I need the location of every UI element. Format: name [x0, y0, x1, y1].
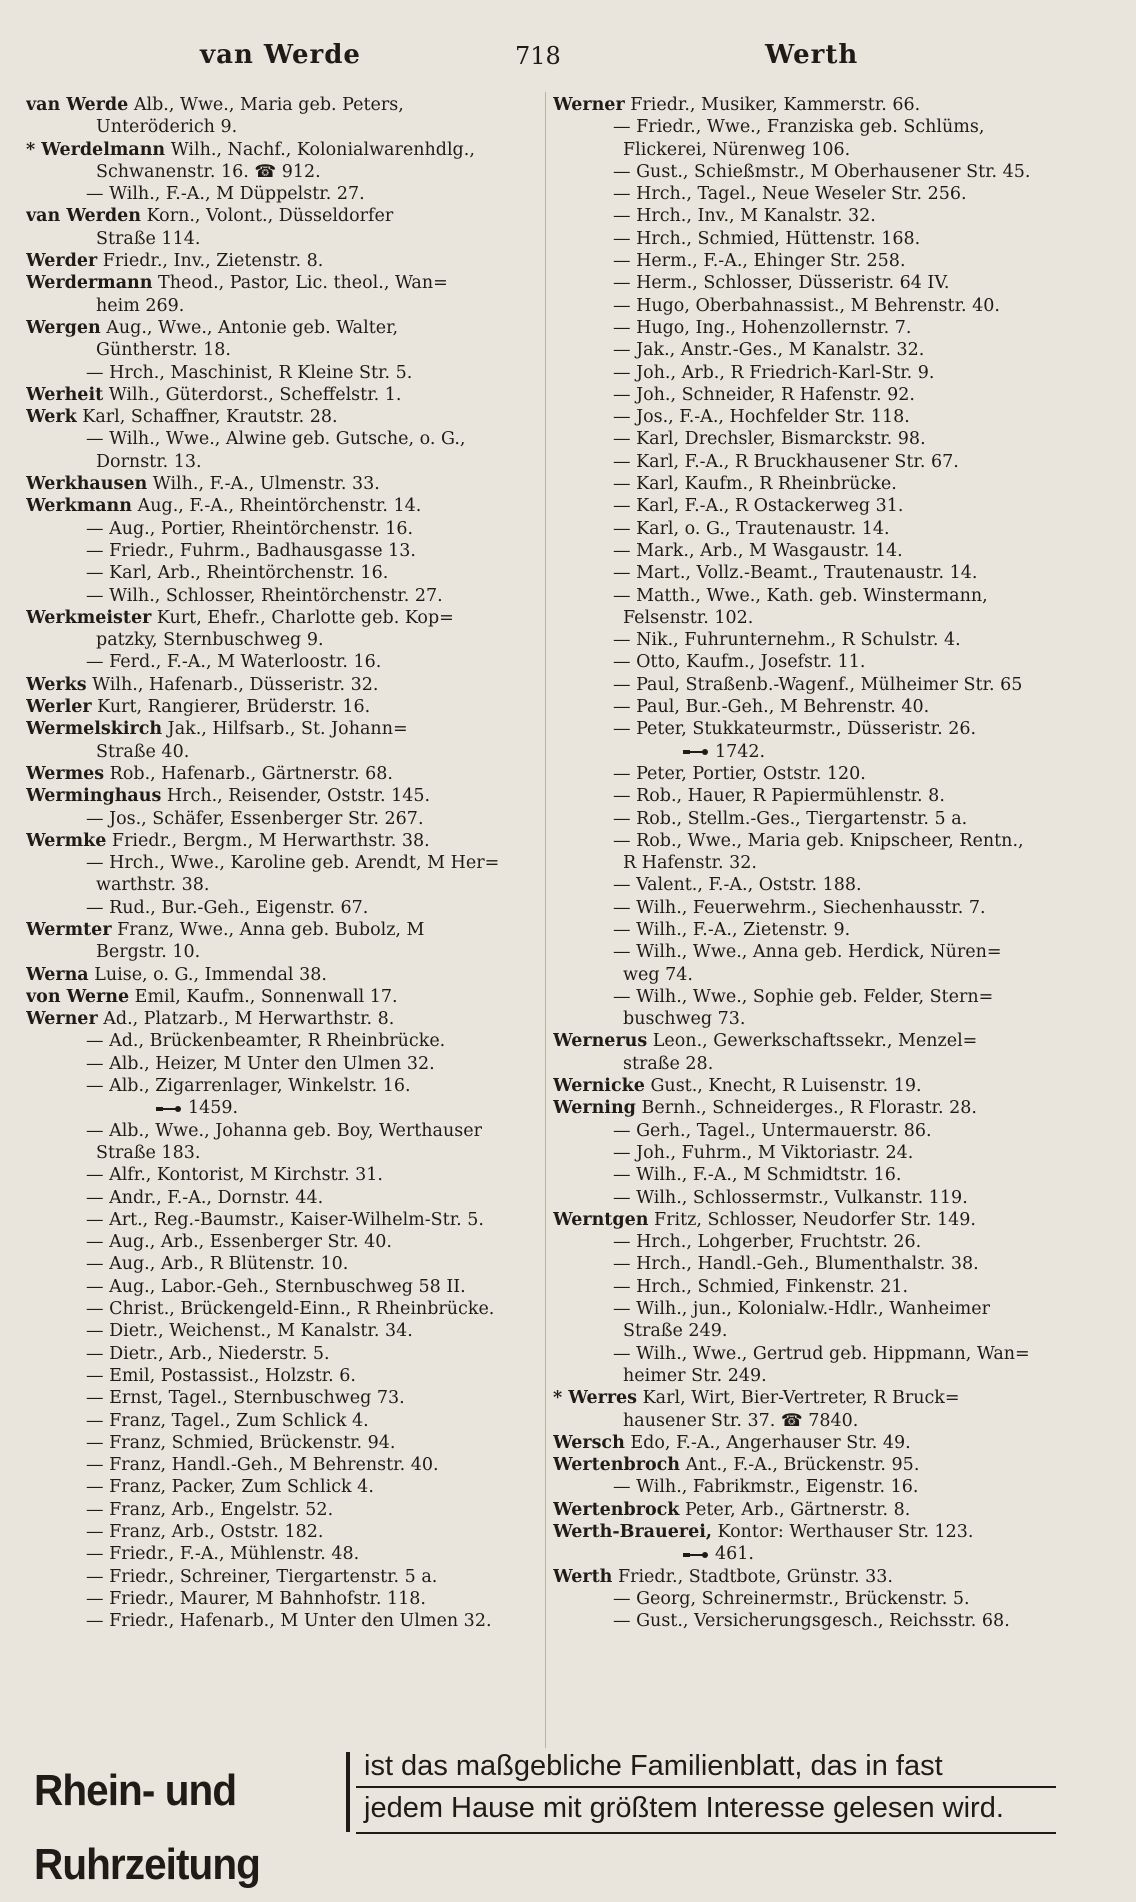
entry-details: Leon., Gewerkschaftssekr., Menzel=	[647, 1031, 978, 1052]
directory-entry	[553, 1454, 1133, 1476]
directory-entry	[26, 986, 546, 1008]
ad-rule-bottom	[356, 1832, 1056, 1834]
telephone-number: 1742.	[715, 741, 766, 762]
sub-entry: — Alb., Wwe., Johanna geb. Boy, Werthauser	[86, 1120, 482, 1141]
entry-surname: Wermes	[26, 763, 105, 784]
sub-entry: — Friedr., Maurer, M Bahnhofstr. 118.	[86, 1588, 426, 1609]
sub-entry: — Rob., Hauer, R Papiermühlenstr. 8.	[613, 786, 945, 807]
sub-entry: — Alfr., Kontorist, M Kirchstr. 31.	[86, 1165, 383, 1186]
sub-entry: — Wilh., jun., Kolonialw.-Hdlr., Wanheimer	[613, 1299, 991, 1320]
entry-details: Kurt, Rangierer, Brüderstr. 16.	[91, 697, 371, 718]
sub-entry: — Franz, Schmied, Brückenstr. 94.	[86, 1432, 396, 1453]
sub-entry: — Wilh., Wwe., Alwine geb. Gutsche, o. G.,	[86, 429, 466, 450]
sub-entry: — Nik., Fuhrunternehm., R Schulstr. 4.	[613, 630, 961, 651]
entry-details: Korn., Volont., Düsseldorfer	[141, 206, 394, 227]
entry-details: Karl, Wirt, Bier-Vertreter, R Bruck=	[637, 1388, 960, 1409]
telephone-line	[26, 1097, 546, 1119]
sub-entry: — Wilh., Feuerwehrm., Siechenhausstr. 7.	[613, 897, 986, 918]
sub-entry: — Mart., Vollz.-Beamt., Trautenaustr. 14.	[613, 563, 978, 584]
entry-details: Ant., F.-A., Brückenstr. 95.	[680, 1455, 920, 1476]
entry-surname: Werth-Brauerei,	[553, 1522, 712, 1542]
directory-entry	[553, 94, 1133, 116]
sub-entry: — Herm., Schlosser, Düsseristr. 64 IV.	[613, 273, 950, 294]
sub-entry: — Rob., Stellm.-Ges., Tiergartenstr. 5 a.	[613, 808, 968, 829]
directory-entry	[26, 317, 546, 339]
entry-surname: Werkmann	[26, 496, 133, 517]
directory-entry	[553, 1499, 1133, 1521]
entry-surname: Werks	[26, 674, 87, 695]
entry-details: Rob., Hafenarb., Gärtnerstr. 68.	[104, 763, 393, 784]
directory-entry	[26, 919, 546, 941]
sub-entry: — Karl, o. G., Trautenaustr. 14.	[613, 518, 890, 539]
directory-entry	[26, 94, 546, 116]
sub-entry: — Alb., Zigarrenlager, Winkelstr. 16.	[86, 1076, 411, 1097]
sub-entry: — Wilh., F.-A., M Düppelstr. 27.	[86, 184, 365, 205]
sub-entry: — Hrch., Handl.-Geh., Blumenthalstr. 38.	[613, 1254, 979, 1275]
entry-continuation: heimer Str. 249.	[623, 1365, 767, 1386]
header-left-keyword: van Werde	[200, 40, 361, 70]
directory-entry	[26, 696, 546, 718]
entry-continuation: hausener Str. 37. ☎ 7840.	[623, 1410, 859, 1431]
entry-details: Karl, Schaffner, Krautstr. 28.	[76, 407, 338, 428]
sub-entry: — Hrch., Tagel., Neue Weseler Str. 256.	[613, 184, 967, 205]
sub-entry: — Wilh., Schlosser, Rheintörchenstr. 27.	[86, 585, 443, 606]
entry-surname: Wergen	[26, 317, 101, 338]
sub-entry: — Friedr., Wwe., Franziska geb. Schlüms,	[613, 117, 985, 138]
advertisement-banner	[0, 1748, 1136, 1889]
sub-entry: — Rud., Bur.-Geh., Eigenstr. 67.	[86, 897, 369, 918]
entry-details: Bernh., Schneiderges., R Florastr. 28.	[635, 1098, 977, 1119]
entry-continuation: weg 74.	[623, 964, 693, 985]
sub-entry: — Jak., Anstr.-Ges., M Kanalstr. 32.	[613, 340, 925, 361]
sub-entry: — Karl, F.-A., R Bruckhausener Str. 67.	[613, 451, 959, 472]
sub-entry: — Wilh., Wwe., Sophie geb. Felder, Stern=	[613, 986, 994, 1007]
directory-entry	[553, 1030, 1133, 1052]
entry-continuation: R Hafenstr. 32.	[623, 853, 757, 874]
sub-entry: — Hugo, Oberbahnassist., M Behrenstr. 40.	[613, 295, 1000, 316]
directory-entry	[26, 763, 546, 785]
entry-surname: Wermter	[26, 919, 112, 940]
sub-entry: — Jos., F.-A., Hochfelder Str. 118.	[613, 407, 910, 428]
entry-details: Aug., F.-A., Rheintörchenstr. 14.	[132, 496, 422, 517]
entry-details: Friedr., Bergm., M Herwarthstr. 38.	[106, 830, 430, 851]
telephone-line	[553, 741, 1133, 763]
sub-entry: — Karl, F.-A., R Ostackerweg 31.	[613, 496, 904, 517]
entry-surname: Wertenbroch	[553, 1455, 681, 1476]
sub-entry: — Art., Reg.-Baumstr., Kaiser-Wilhelm-Str. 5.	[86, 1209, 484, 1230]
entry-details: Theod., Pastor, Lic. theol., Wan=	[152, 273, 448, 294]
sub-entry: — Friedr., F.-A., Mühlenstr. 48.	[86, 1544, 360, 1565]
ad-newspaper-title: Rhein- und Ruhrzeitung	[34, 1766, 260, 1889]
entry-details: Fritz, Schlosser, Neudorfer Str. 149.	[648, 1209, 976, 1230]
sub-entry: — Rob., Wwe., Maria geb. Knipscheer, Rentn.,	[613, 830, 1024, 851]
entry-details: Wilh., Hafenarb., Düsseristr. 32.	[86, 674, 379, 695]
sub-entry: — Valent., F.-A., Oststr. 188.	[613, 875, 862, 896]
directory-entry	[553, 1097, 1133, 1119]
sub-entry: — Andr., F.-A., Dornstr. 44.	[86, 1187, 324, 1208]
entry-continuation: Felsenstr. 102.	[623, 607, 754, 628]
directory-entry	[26, 406, 546, 428]
header-right-keyword: Werth	[765, 40, 859, 70]
directory-entry	[26, 1008, 546, 1030]
sub-entry: — Hugo, Ing., Hohenzollernstr. 7.	[613, 317, 912, 338]
sub-entry: — Joh., Schneider, R Hafenstr. 92.	[613, 384, 915, 405]
sub-entry: — Karl, Arb., Rheintörchenstr. 16.	[86, 563, 389, 584]
entry-surname: Werth	[553, 1566, 613, 1587]
sub-entry: — Karl, Drechsler, Bismarckstr. 98.	[613, 429, 926, 450]
entry-details: Friedr., Stadtbote, Grünstr. 33.	[612, 1566, 893, 1587]
sub-entry: — Jos., Schäfer, Essenberger Str. 267.	[86, 808, 424, 829]
sub-entry: — Ernst, Tagel., Sternbuschweg 73.	[86, 1388, 405, 1409]
entry-details: Jak., Hilfsarb., St. Johann=	[162, 719, 408, 740]
telephone-line	[553, 1543, 1133, 1565]
sub-entry: — Franz, Packer, Zum Schlick 4.	[86, 1477, 374, 1498]
sub-entry: — Hrch., Schmied, Finkenstr. 21.	[613, 1276, 909, 1297]
directory-entry	[553, 1566, 1133, 1588]
entry-surname: Wertenbrock	[553, 1499, 680, 1520]
right-column	[553, 94, 1133, 1632]
sub-entry: — Aug., Arb., R Blütenstr. 10.	[86, 1254, 349, 1275]
entry-surname: Werminghaus	[26, 786, 162, 807]
page-number: 718	[515, 42, 561, 70]
directory-entry	[26, 473, 546, 495]
directory-entry	[26, 205, 546, 227]
entry-continuation: buschweg 73.	[623, 1009, 746, 1030]
entry-surname: Werna	[26, 964, 89, 985]
entry-surname: von Werne	[26, 986, 130, 1007]
entry-details: Friedr., Inv., Zietenstr. 8.	[97, 251, 324, 272]
entry-details: Kurt, Ehefr., Charlotte geb. Kop=	[151, 607, 454, 628]
entry-continuation: Unteröderich 9.	[96, 117, 238, 138]
directory-entry	[26, 964, 546, 986]
sub-entry: — Alb., Heizer, M Unter den Ulmen 32.	[86, 1053, 435, 1074]
sub-entry: — Friedr., Fuhrm., Badhausgasse 13.	[86, 540, 416, 561]
sub-entry: — Hrch., Schmied, Hüttenstr. 168.	[613, 228, 921, 249]
sub-entry: — Wilh., Schlossermstr., Vulkanstr. 119.	[613, 1187, 968, 1208]
entry-details: Luise, o. G., Immendal 38.	[88, 964, 327, 985]
entry-surname: Wernicke	[553, 1076, 645, 1097]
sub-entry: — Emil, Postassist., Holzstr. 6.	[86, 1365, 356, 1386]
directory-entry	[26, 250, 546, 272]
sub-entry: — Hrch., Wwe., Karoline geb. Arendt, M Her=	[86, 853, 500, 874]
sub-entry: — Dietr., Weichenst., M Kanalstr. 34.	[86, 1321, 413, 1342]
entry-surname: Wermelskirch	[26, 719, 163, 740]
ad-line-2: jedem Hause mit größtem Interesse gelesen wird.	[364, 1792, 1004, 1824]
entry-details: Hrch., Reisender, Oststr. 145.	[161, 786, 431, 807]
sub-entry: — Gust., Schießmstr., M Oberhausener Str. 45.	[613, 161, 1031, 182]
directory-entry	[553, 1209, 1133, 1231]
entry-surname: Werk	[26, 407, 77, 428]
telephone-icon	[683, 1551, 709, 1559]
sub-entry: — Christ., Brückengeld-Einn., R Rheinbrücke.	[86, 1299, 495, 1320]
sub-entry: — Mark., Arb., M Wasgaustr. 14.	[613, 540, 903, 561]
directory-entry	[26, 718, 546, 740]
entry-details: Ad., Platzarb., M Herwarthstr. 8.	[97, 1009, 395, 1030]
directory-entry	[26, 495, 546, 517]
directory-entry	[553, 1075, 1133, 1097]
entry-continuation: Flickerei, Nürenweg 106.	[623, 139, 851, 160]
directory-entry	[26, 607, 546, 629]
sub-entry: — Wilh., F.-A., Zietenstr. 9.	[613, 919, 851, 940]
directory-entry	[26, 272, 546, 294]
sub-entry: — Aug., Arb., Essenberger Str. 40.	[86, 1232, 392, 1253]
sub-entry: — Paul, Bur.-Geh., M Behrenstr. 40.	[613, 697, 930, 718]
entry-surname: Wermke	[26, 830, 107, 851]
sub-entry: — Ferd., F.-A., M Waterloostr. 16.	[86, 652, 382, 673]
entry-continuation: Güntherstr. 18.	[96, 340, 231, 361]
directory-entry	[553, 1387, 1133, 1409]
sub-entry: — Wilh., Fabrikmstr., Eigenstr. 16.	[613, 1477, 919, 1498]
entry-details: Kontor: Werthauser Str. 123.	[711, 1522, 974, 1542]
sub-entry: — Hrch., Maschinist, R Kleine Str. 5.	[86, 362, 413, 383]
entry-details: Gust., Knecht, R Luisenstr. 19.	[644, 1076, 922, 1097]
entry-surname: Werdermann	[26, 273, 153, 294]
telephone-icon	[156, 1105, 182, 1113]
sub-entry: — Ad., Brückenbeamter, R Rheinbrücke.	[86, 1031, 446, 1052]
sub-entry: — Karl, Kaufm., R Rheinbrücke.	[613, 474, 897, 495]
entry-surname: * Werdelmann	[26, 139, 166, 160]
entry-surname: * Werres	[553, 1388, 638, 1409]
entry-surname: Werner	[553, 95, 625, 115]
directory-entry	[26, 830, 546, 852]
sub-entry: — Franz, Arb., Oststr. 182.	[86, 1522, 324, 1542]
sub-entry: — Herm., F.-A., Ehinger Str. 258.	[613, 251, 906, 272]
entry-details: Wilh., F.-A., Ulmenstr. 33.	[147, 474, 380, 495]
entry-continuation: Straße 114.	[96, 228, 201, 249]
sub-entry: — Hrch., Lohgerber, Fruchtstr. 26.	[613, 1232, 922, 1253]
entry-surname: Werler	[26, 697, 92, 718]
sub-entry: — Joh., Fuhrm., M Viktoriastr. 24.	[613, 1142, 914, 1163]
entry-surname: Werntgen	[553, 1209, 649, 1230]
entry-continuation: Straße 183.	[96, 1142, 201, 1163]
sub-entry: — Dietr., Arb., Niederstr. 5.	[86, 1343, 330, 1364]
ad-bracket	[346, 1752, 350, 1832]
telephone-number: 1459.	[188, 1098, 239, 1119]
entry-details: Emil, Kaufm., Sonnenwall 17.	[129, 986, 398, 1007]
sub-entry: — Peter, Stukkateurmstr., Düsseristr. 26.	[613, 719, 977, 740]
entry-surname: Werkmeister	[26, 607, 152, 628]
entry-continuation: Straße 249.	[623, 1321, 728, 1342]
sub-entry: — Gerh., Tagel., Untermauerstr. 86.	[613, 1120, 932, 1141]
sub-entry: — Friedr., Hafenarb., M Unter den Ulmen 32.	[86, 1611, 492, 1632]
sub-entry: — Otto, Kaufm., Josefstr. 11.	[613, 652, 866, 673]
sub-entry: — Joh., Arb., R Friedrich-Karl-Str. 9.	[613, 362, 935, 383]
sub-entry: — Wilh., Wwe., Anna geb. Herdick, Nüren=	[613, 942, 1002, 963]
entry-details: Peter, Arb., Gärtnerstr. 8.	[679, 1499, 911, 1520]
entry-continuation: Schwanenstr. 16. ☎ 912.	[96, 161, 321, 182]
sub-entry: — Matth., Wwe., Kath. geb. Winstermann,	[613, 585, 988, 606]
entry-details: Friedr., Musiker, Kammerstr. 66.	[624, 95, 921, 115]
sub-entry: — Aug., Labor.-Geh., Sternbuschweg 58 II.	[86, 1276, 466, 1297]
entry-details: Alb., Wwe., Maria geb. Peters,	[128, 95, 404, 115]
directory-entry	[553, 1432, 1133, 1454]
entry-surname: Werder	[26, 251, 98, 272]
ad-rule-top	[356, 1786, 1056, 1788]
entry-surname: Wernerus	[553, 1031, 648, 1052]
entry-surname: Werkhausen	[26, 474, 148, 495]
entry-continuation: patzky, Sternbuschweg 9.	[96, 630, 324, 651]
entry-details: Wilh., Güterdorst., Scheffelstr. 1.	[103, 384, 402, 405]
directory-entry	[26, 384, 546, 406]
entry-continuation: heim 269.	[96, 295, 185, 316]
entry-surname: van Werde	[26, 95, 129, 115]
telephone-number: 461.	[715, 1544, 754, 1565]
sub-entry: — Wilh., Wwe., Gertrud geb. Hippmann, Wan=	[613, 1343, 1030, 1364]
sub-entry: — Franz, Handl.-Geh., M Behrenstr. 40.	[86, 1455, 439, 1476]
sub-entry: — Aug., Portier, Rheintörchenstr. 16.	[86, 518, 414, 539]
entry-surname: Werning	[553, 1098, 636, 1119]
directory-entry	[26, 674, 546, 696]
sub-entry: — Hrch., Inv., M Kanalstr. 32.	[613, 206, 876, 227]
directory-entry	[26, 785, 546, 807]
sub-entry: — Paul, Straßenb.-Wagenf., Mülheimer Str. 65	[613, 674, 1023, 695]
entry-continuation: Dornstr. 13.	[96, 451, 202, 472]
entry-continuation: straße 28.	[623, 1053, 714, 1074]
entry-surname: Wersch	[553, 1432, 625, 1453]
entry-continuation: warthstr. 38.	[96, 875, 210, 896]
directory-entry	[553, 1521, 1133, 1543]
entry-details: Aug., Wwe., Antonie geb. Walter,	[100, 317, 399, 338]
sub-entry: — Franz, Arb., Engelstr. 52.	[86, 1499, 334, 1520]
sub-entry: — Franz, Tagel., Zum Schlick 4.	[86, 1410, 369, 1431]
directory-entry	[26, 139, 546, 161]
page-header	[0, 38, 1136, 78]
entry-surname: van Werden	[26, 206, 141, 227]
sub-entry: — Georg, Schreinermstr., Brückenstr. 5.	[613, 1588, 970, 1609]
telephone-icon	[683, 748, 709, 756]
entry-details: Wilh., Nachf., Kolonialwarenhdlg.,	[165, 139, 475, 160]
entry-surname: Werheit	[26, 384, 104, 405]
sub-entry: — Friedr., Schreiner, Tiergartenstr. 5 a.	[86, 1566, 438, 1587]
entry-continuation: Straße 40.	[96, 741, 190, 762]
left-column	[26, 94, 546, 1632]
entry-details: Edo, F.-A., Angerhauser Str. 49.	[624, 1432, 911, 1453]
sub-entry: — Wilh., F.-A., M Schmidtstr. 16.	[613, 1165, 902, 1186]
entry-continuation: Bergstr. 10.	[96, 942, 201, 963]
column-divider	[545, 92, 546, 1748]
sub-entry: — Peter, Portier, Oststr. 120.	[613, 763, 866, 784]
entry-details: Franz, Wwe., Anna geb. Bubolz, M	[111, 919, 425, 940]
entry-surname: Werner	[26, 1009, 98, 1030]
ad-line-1: ist das maßgebliche Familienblatt, das in fast	[364, 1750, 943, 1782]
sub-entry: — Gust., Versicherungsgesch., Reichsstr. 68.	[613, 1611, 1010, 1632]
